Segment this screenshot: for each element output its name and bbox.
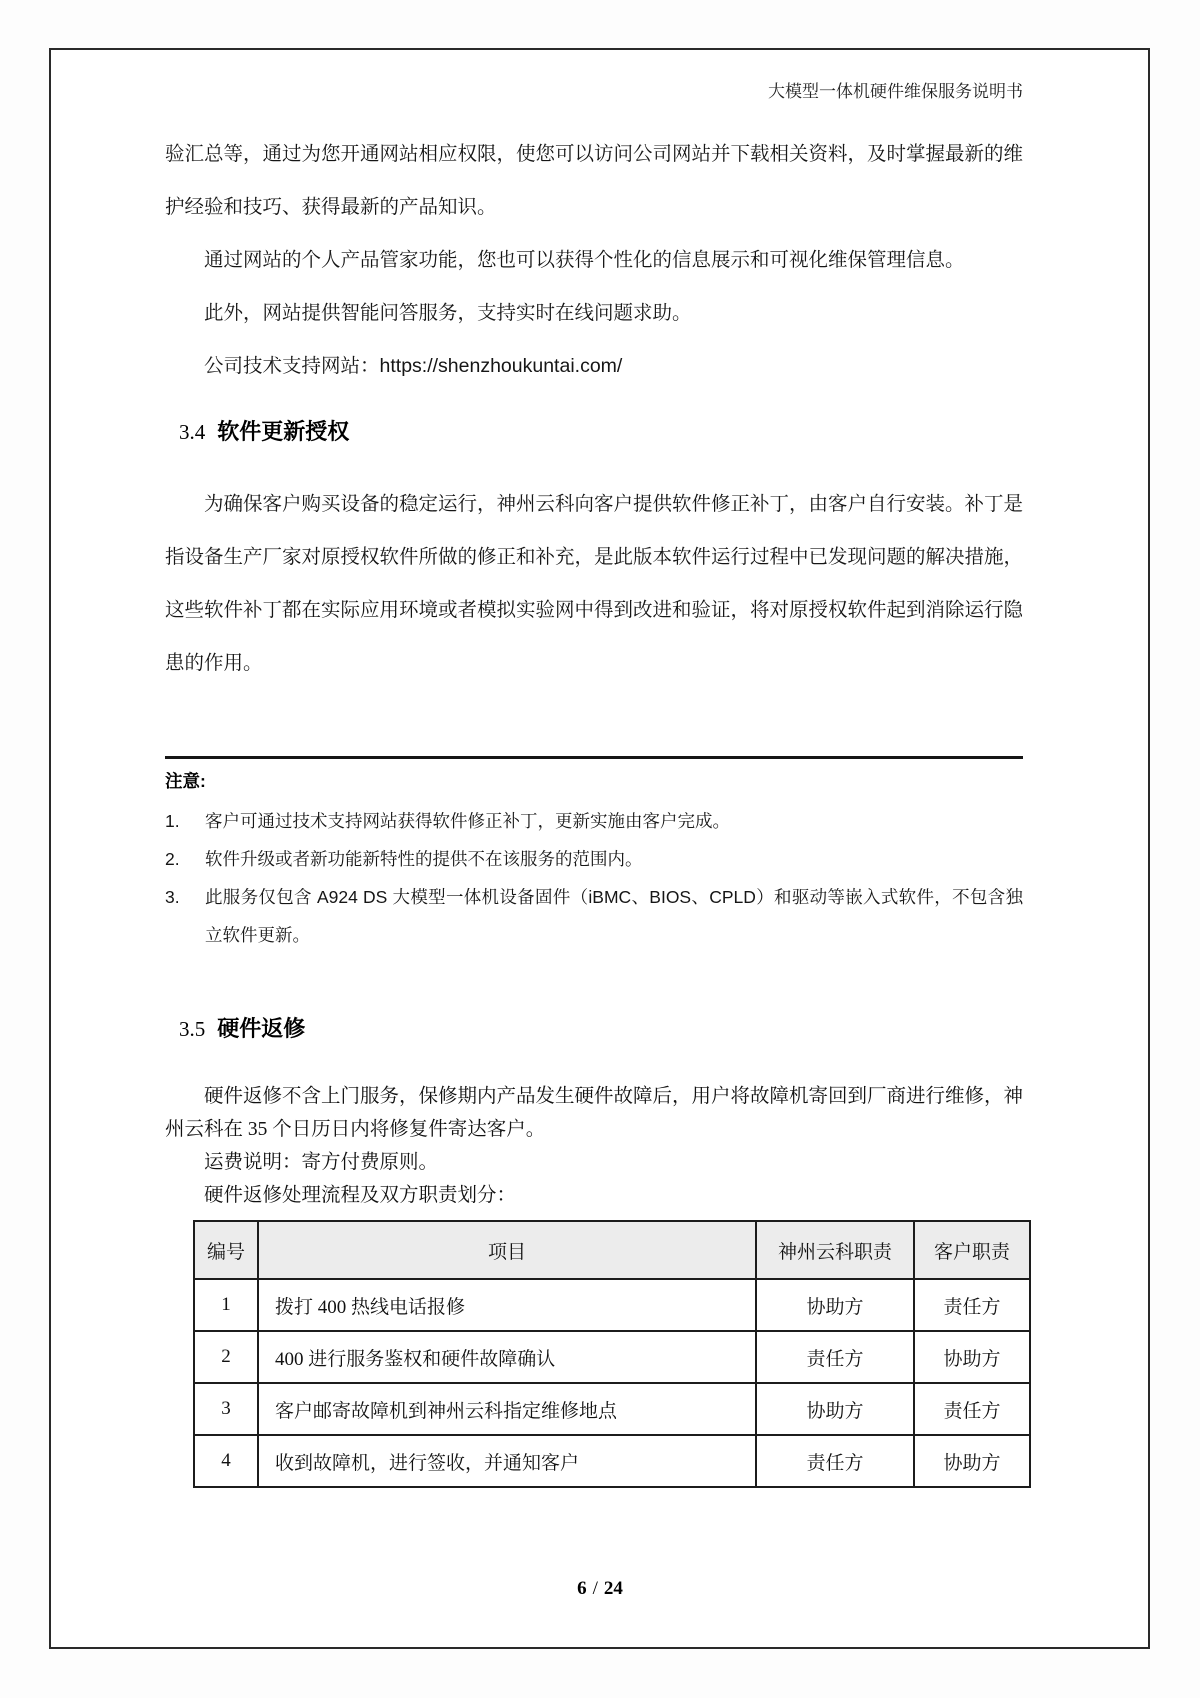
section-heading-3-5 bbox=[179, 1014, 1023, 1044]
cell-number: 1 bbox=[194, 1279, 258, 1331]
cell-item: 拨打 400 热线电话报修 bbox=[258, 1279, 756, 1331]
cell-item: 收到故障机，进行签收，并通知客户 bbox=[258, 1435, 756, 1487]
page-total: 24 bbox=[603, 1578, 623, 1599]
intro-paragraph-2: 通过网站的个人产品管家功能，您也可以获得个性化的信息展示和可视化维保管理信息。 bbox=[204, 249, 965, 271]
cell-item: 400 进行服务鉴权和硬件故障确认 bbox=[258, 1331, 756, 1383]
cell-customer-duty: 责任方 bbox=[914, 1383, 1030, 1435]
section-number: 3.4 bbox=[179, 420, 206, 444]
col-header-customer-duty: 客户职责 bbox=[914, 1221, 1030, 1279]
note-divider bbox=[165, 756, 1023, 759]
note-label: 注意: bbox=[165, 771, 206, 791]
note-item-number: 2. bbox=[165, 849, 180, 869]
note-item-number: 3. bbox=[165, 887, 180, 907]
cell-vendor-duty: 责任方 bbox=[756, 1435, 914, 1487]
section-title: 软件更新授权 bbox=[217, 419, 350, 444]
responsibility-table bbox=[193, 1220, 1031, 1488]
cell-customer-duty: 责任方 bbox=[914, 1279, 1030, 1331]
support-site-label: 公司技术支持网站： bbox=[204, 355, 380, 377]
note-item bbox=[165, 878, 1023, 954]
cell-item: 客户邮寄故障机到神州云科指定维修地点 bbox=[258, 1383, 756, 1435]
cell-vendor-duty: 责任方 bbox=[756, 1331, 914, 1383]
note-list bbox=[165, 802, 1023, 954]
note-item-text: 此服务仅包含 A924 DS 大模型一体机设备固件（iBMC、BIOS、CPLD）和驱动等嵌入式软件，不包含独立软件更新。 bbox=[205, 887, 1023, 945]
page-separator: / bbox=[592, 1578, 598, 1599]
section-3-5-paragraph-1: 硬件返修不含上门服务，保修期内产品发生硬件故障后，用户将故障机寄回到厂商进行维修，神州云科在 35 个日历日内将修复件寄达客户。 bbox=[165, 1086, 1024, 1140]
doc-header-title: 大模型一体机硬件维保服务说明书 bbox=[768, 82, 1023, 101]
section-3-5-paragraph-3: 硬件返修处理流程及双方职责划分： bbox=[204, 1185, 517, 1206]
note-item-text: 客户可通过技术支持网站获得软件修正补丁，更新实施由客户完成。 bbox=[205, 811, 730, 831]
col-header-item: 项目 bbox=[258, 1221, 756, 1279]
cell-vendor-duty: 协助方 bbox=[756, 1279, 914, 1331]
cell-customer-duty: 协助方 bbox=[914, 1435, 1030, 1487]
cell-number: 3 bbox=[194, 1383, 258, 1435]
note-item bbox=[165, 802, 1023, 840]
section-3-4-body: 为确保客户购买设备的稳定运行，神州云科向客户提供软件修正补丁，由客户自行安装。补丁是指设备生产厂家对原授权软件所做的修正和补充，是此版本软件运行过程中已发现问题的解决措施，这些软件补丁都在实际应用环境或者模拟实验网中得到改进和验证，将对原授权软件起到消除运行隐患的作用。 bbox=[165, 493, 1024, 674]
section-heading-3-4 bbox=[179, 417, 1023, 447]
section-3-5-paragraph-2: 运费说明：寄方付费原则。 bbox=[204, 1152, 439, 1173]
cell-number: 4 bbox=[194, 1435, 258, 1487]
table-header-row bbox=[194, 1221, 1030, 1279]
table-row bbox=[194, 1383, 1030, 1435]
support-site-url: https://shenzhoukuntai.com/ bbox=[379, 355, 623, 377]
cell-vendor-duty: 协助方 bbox=[756, 1383, 914, 1435]
col-header-vendor-duty: 神州云科职责 bbox=[756, 1221, 914, 1279]
note-item-text: 软件升级或者新功能新特性的提供不在该服务的范围内。 bbox=[205, 849, 643, 869]
section-title: 硬件返修 bbox=[217, 1016, 306, 1041]
document-content bbox=[165, 0, 1023, 1488]
page-current: 6 bbox=[577, 1578, 587, 1599]
col-header-number: 编号 bbox=[194, 1221, 258, 1279]
intro-paragraph-1: 验汇总等，通过为您开通网站相应权限，使您可以访问公司网站并下载相关资料，及时掌握最新的维护经验和技巧、获得最新的产品知识。 bbox=[165, 143, 1024, 218]
intro-paragraph-4 bbox=[165, 340, 1023, 393]
note-item-number: 1. bbox=[165, 811, 180, 831]
page-number bbox=[0, 1578, 1200, 1600]
cell-number: 2 bbox=[194, 1331, 258, 1383]
note-item bbox=[165, 840, 1023, 878]
section-number: 3.5 bbox=[179, 1017, 206, 1041]
table-row bbox=[194, 1435, 1030, 1487]
intro-paragraph-3: 此外，网站提供智能问答服务，支持实时在线问题求助。 bbox=[204, 302, 692, 324]
table-row bbox=[194, 1331, 1030, 1383]
table-row bbox=[194, 1279, 1030, 1331]
cell-customer-duty: 协助方 bbox=[914, 1331, 1030, 1383]
